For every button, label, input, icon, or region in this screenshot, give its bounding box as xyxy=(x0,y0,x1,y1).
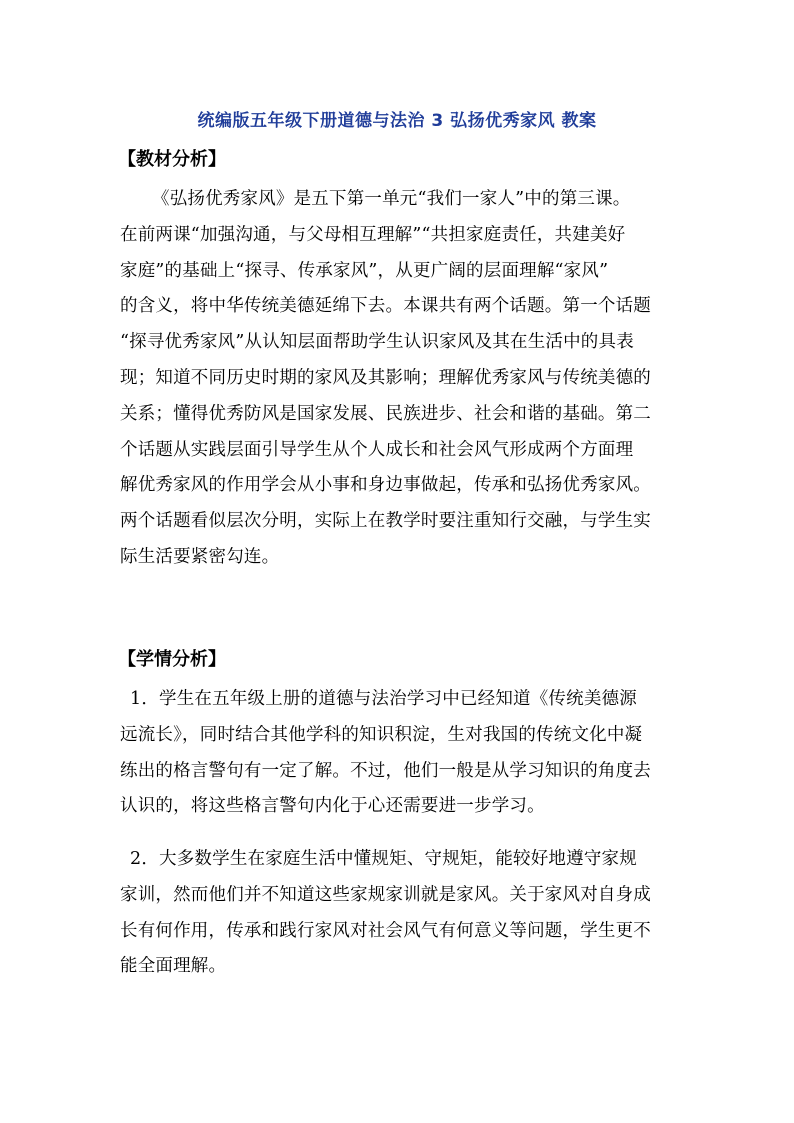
textbook-analysis-paragraph xyxy=(120,182,686,576)
paragraph-line: 际生活要紧密勾连。 xyxy=(120,546,280,567)
student-analysis-item-2 xyxy=(120,842,686,985)
paragraph-line: 家庭”的基础上“探寻、传承家风”，从更广阔的层面理解“家风” xyxy=(120,260,609,281)
paragraph-line: 认识的，将这些格言警句内化于心还需要进一步学习。 xyxy=(120,796,545,817)
section-heading-textbook-analysis: 【教材分析】 xyxy=(118,149,226,170)
paragraph-line: 现；知道不同历史时期的家风及其影响；理解优秀家风与传统美德的 xyxy=(120,367,651,388)
paragraph-line: “探寻优秀家风”从认知层面帮助学生认识家风及其在生活中的具表 xyxy=(120,332,634,353)
paragraph-line: 的含义，将中华传统美德延绵下去。本课共有两个话题。第一个话题 xyxy=(120,296,651,317)
paragraph-line: 家训，然而他们并不知道这些家规家训就是家风。关于家风对自身成 xyxy=(120,884,651,905)
student-analysis-item-1 xyxy=(120,682,686,825)
paragraph-line: 远流长》，同时结合其他学科的知识积淀，生对我国的传统文化中凝 xyxy=(120,724,643,745)
paragraph-line: 《弘扬优秀家风》是五下第一单元“我们一家人”中的第三课。 xyxy=(152,189,631,209)
paragraph-line: 个话题从实践层面引导学生从个人成长和社会风气形成两个方面理 xyxy=(120,439,634,460)
paragraph-line: 两个话题看似层次分明，实际上在教学时要注重知行交融，与学生实 xyxy=(120,511,651,532)
paragraph-line: 关系；懂得优秀防风是国家发展、民族进步、社会和谐的基础。第二 xyxy=(120,403,651,424)
paragraph-line: 练出的格言警句有一定了解。不过，他们一般是从学习知识的角度去 xyxy=(120,760,651,781)
paragraph-line: 2．大多数学生在家庭生活中懂规矩、守规矩，能较好地遵守家规 xyxy=(130,849,637,869)
paragraph-line: 长有何作用，传承和践行家风对社会风气有何意义等问题，学生更不 xyxy=(120,920,651,941)
paragraph-line: 1．学生在五年级上册的道德与法治学习中已经知道《传统美德源 xyxy=(130,689,637,709)
paragraph-line: 在前两课“加强沟通，与父母相互理解”“共担家庭责任，共建美好 xyxy=(120,224,626,245)
document-title: 统编版五年级下册道德与法治 3 弘扬优秀家风 教案 xyxy=(197,111,597,131)
paragraph-line: 能全面理解。 xyxy=(120,956,227,977)
paragraph-line: 解优秀家风的作用学会从小事和身边事做起，传承和弘扬优秀家风。 xyxy=(120,475,651,496)
section-heading-student-analysis: 【学情分析】 xyxy=(118,649,226,670)
